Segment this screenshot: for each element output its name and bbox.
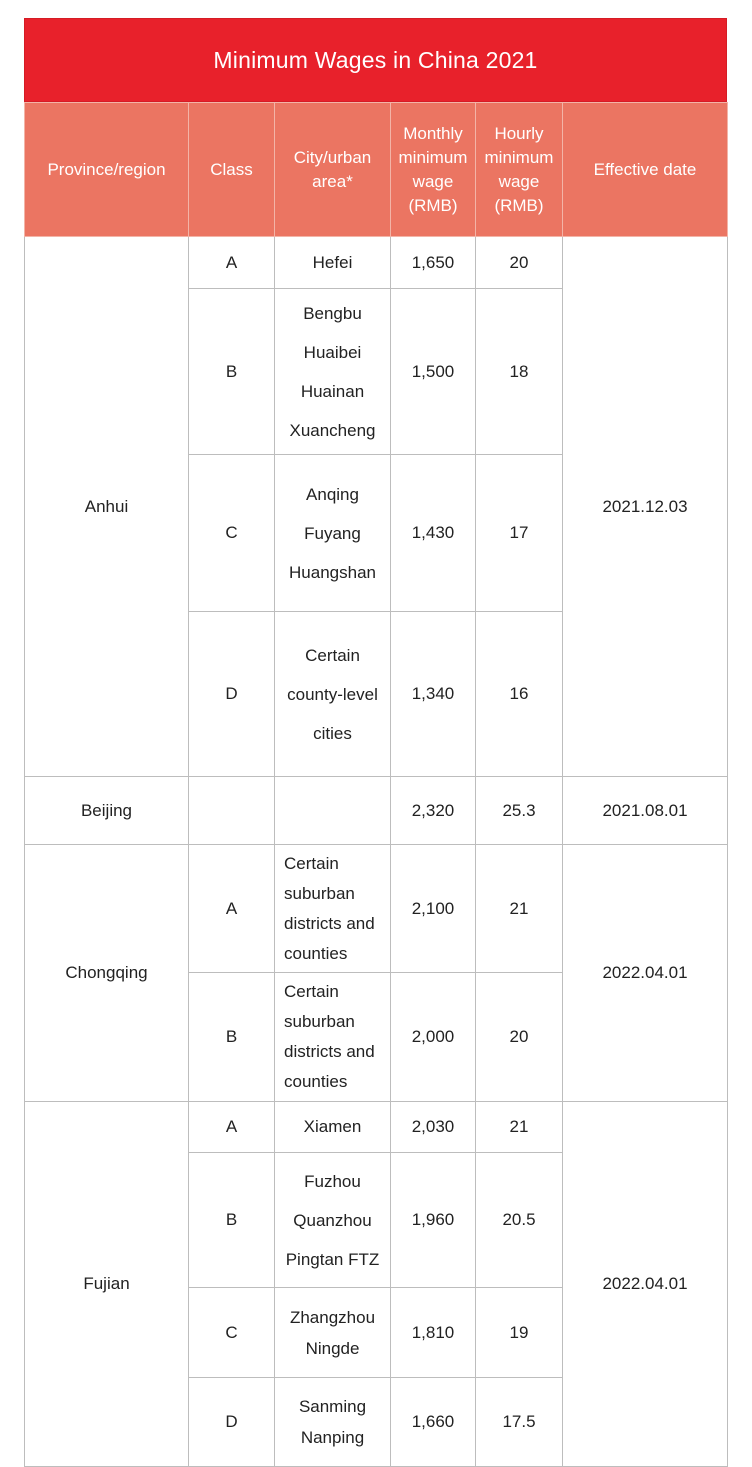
- class-cell: D: [189, 612, 275, 777]
- province-cell: Fujian: [25, 1102, 189, 1467]
- hourly-wage-cell: 17.5: [476, 1378, 563, 1467]
- hourly-wage-cell: 25.3: [476, 777, 563, 845]
- table-row: [25, 777, 728, 845]
- effective-date-cell: 2021.12.03: [563, 237, 728, 777]
- province-cell: Beijing: [25, 777, 189, 845]
- class-cell: A: [189, 1102, 275, 1153]
- hourly-wage-cell: 21: [476, 1102, 563, 1153]
- city-cell: Bengbu Huaibei Huainan Xuancheng: [275, 289, 391, 455]
- header-class: Class: [189, 103, 275, 237]
- province-cell: Chongqing: [25, 845, 189, 1102]
- monthly-wage-cell: 2,100: [391, 845, 476, 973]
- effective-date-cell: 2022.04.01: [563, 845, 728, 1102]
- monthly-wage-cell: 1,650: [391, 237, 476, 289]
- monthly-wage-cell: 2,000: [391, 973, 476, 1102]
- hourly-wage-cell: 21: [476, 845, 563, 973]
- city-cell: Fuzhou Quanzhou Pingtan FTZ: [275, 1153, 391, 1288]
- hourly-wage-cell: 19: [476, 1288, 563, 1378]
- monthly-wage-cell: 1,810: [391, 1288, 476, 1378]
- monthly-wage-cell: 2,320: [391, 777, 476, 845]
- wage-table-container: [24, 18, 727, 1467]
- table-row: [25, 237, 728, 289]
- header-province: Province/region: [25, 103, 189, 237]
- city-cell: Certain suburban districts and counties: [275, 973, 391, 1102]
- class-cell: [189, 777, 275, 845]
- minimum-wage-table: [24, 102, 728, 1467]
- effective-date-cell: 2022.04.01: [563, 1102, 728, 1467]
- province-cell: Anhui: [25, 237, 189, 777]
- hourly-wage-cell: 17: [476, 455, 563, 612]
- class-cell: C: [189, 455, 275, 612]
- monthly-wage-cell: 1,340: [391, 612, 476, 777]
- monthly-wage-cell: 1,430: [391, 455, 476, 612]
- class-cell: B: [189, 1153, 275, 1288]
- class-cell: D: [189, 1378, 275, 1467]
- city-cell: Certain suburban districts and counties: [275, 845, 391, 973]
- monthly-wage-cell: 2,030: [391, 1102, 476, 1153]
- table-row: [25, 845, 728, 973]
- monthly-wage-cell: 1,660: [391, 1378, 476, 1467]
- city-cell: Certain county-level cities: [275, 612, 391, 777]
- class-cell: B: [189, 289, 275, 455]
- city-cell: Anqing Fuyang Huangshan: [275, 455, 391, 612]
- city-cell: Sanming Nanping: [275, 1378, 391, 1467]
- class-cell: B: [189, 973, 275, 1102]
- monthly-wage-cell: 1,500: [391, 289, 476, 455]
- class-cell: C: [189, 1288, 275, 1378]
- header-effective-date: Effective date: [563, 103, 728, 237]
- hourly-wage-cell: 20: [476, 973, 563, 1102]
- hourly-wage-cell: 18: [476, 289, 563, 455]
- hourly-wage-cell: 20.5: [476, 1153, 563, 1288]
- class-cell: A: [189, 237, 275, 289]
- city-cell: Zhangzhou Ningde: [275, 1288, 391, 1378]
- header-city: City/urban area*: [275, 103, 391, 237]
- city-cell: Hefei: [275, 237, 391, 289]
- table-title: Minimum Wages in China 2021: [24, 18, 727, 102]
- header-hourly-wage: Hourly minimum wage (RMB): [476, 103, 563, 237]
- table-row: [25, 1102, 728, 1153]
- effective-date-cell: 2021.08.01: [563, 777, 728, 845]
- header-row: [25, 103, 728, 237]
- city-cell: Xiamen: [275, 1102, 391, 1153]
- hourly-wage-cell: 20: [476, 237, 563, 289]
- hourly-wage-cell: 16: [476, 612, 563, 777]
- class-cell: A: [189, 845, 275, 973]
- header-monthly-wage: Monthly minimum wage (RMB): [391, 103, 476, 237]
- monthly-wage-cell: 1,960: [391, 1153, 476, 1288]
- city-cell: [275, 777, 391, 845]
